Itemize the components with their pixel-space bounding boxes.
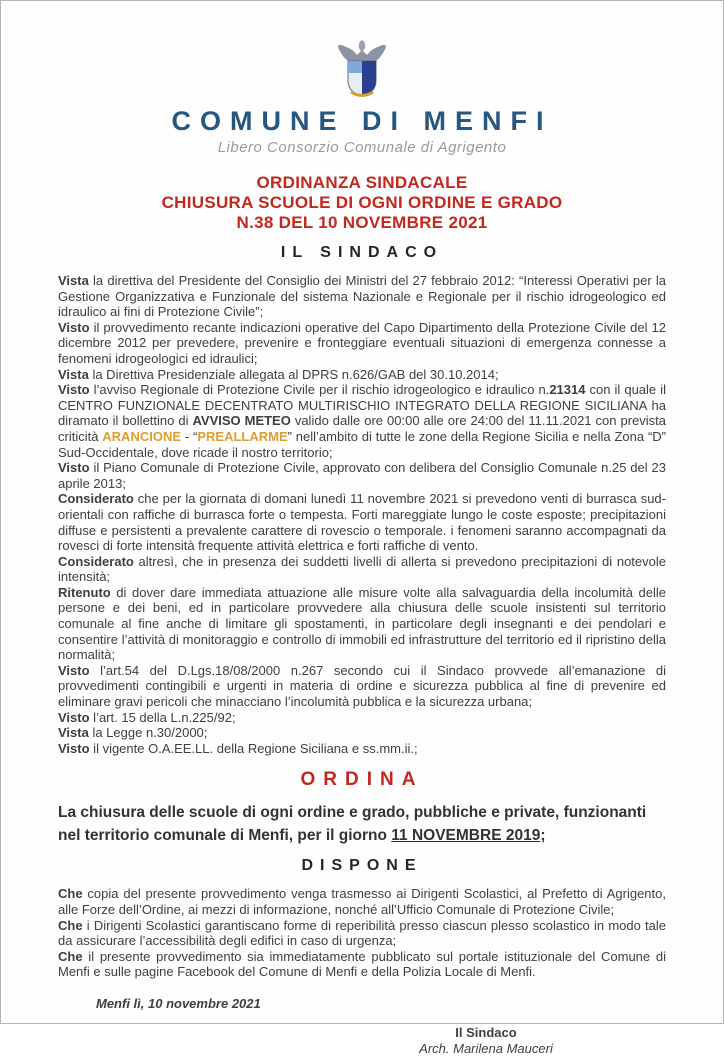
menfi-coat-of-arms-icon [331, 37, 393, 104]
premises-section [58, 273, 666, 756]
text-segment: Che [58, 917, 83, 933]
text-segment: Considerato [58, 553, 134, 569]
paragraph [58, 382, 666, 460]
document-header [58, 37, 666, 158]
text-segment: Visto [58, 740, 90, 756]
text-segment: l’avviso Regionale di Protezione Civile per il rischio idrogeologico e idraulico n. [89, 382, 550, 398]
heading-dispone: DISPONE [301, 857, 423, 875]
text-segment: il provvedimento recante indicazioni operative del Capo Dipartimento della Protezione Civile del 12 dicembre 2012 per prevedere, prevenire e fronteggiare eventuali situazioni di emergenza connesse a fenomeni idrogeologici ed idraulici; [58, 319, 666, 366]
paragraph [58, 725, 666, 741]
text-segment: di dover dare immediata attuazione alle misure volte alla salvaguardia della incolumità delle persone e dei beni, ed in particolare provvedere alla chiusura delle scuole insistenti sul territorio comunale al fine anche di limitare gli spostamenti, in particolare degli insegnanti e dei pendolari e consentire l’attività di monitoraggio e controllo di immobili ed infrastrutture del territorio ed il ripristino della normalità; [58, 584, 666, 663]
paragraph [58, 320, 666, 367]
text-segment: Vista [58, 366, 89, 382]
text-segment: La chiusura delle scuole di ogni ordine e grado, pubbliche e private, funzionanti nel territorio comunale di Menfi, per il giorno [58, 804, 647, 845]
text-segment: la Direttiva Presidenziale allegata al DPRS n.626/GAB del 30.10.2014; [88, 366, 499, 382]
paragraph [58, 554, 666, 585]
dateline: Menfi lì, 10 novembre 2021 [96, 995, 261, 1011]
signature-block [366, 1025, 606, 1057]
text-segment: Considerato [58, 491, 134, 507]
municipality-name: COMUNE DI MENFI [171, 106, 553, 136]
text-segment: AVVISO METEO [192, 413, 291, 429]
paragraph [58, 460, 666, 491]
text-segment: l’art. 15 della L.n.225/92; [89, 709, 236, 725]
text-segment: Visto [58, 460, 90, 476]
text-segment: ; [540, 827, 546, 845]
text-segment: - “ [181, 428, 198, 444]
document-footer [58, 996, 666, 1057]
municipality-subtitle: Libero Consorzio Comunale di Agrigento [217, 139, 507, 156]
paragraph [58, 741, 666, 757]
paragraph [58, 273, 666, 320]
paragraph [58, 367, 666, 383]
ordinance-title-line-2: CHIUSURA SCUOLE DI OGNI ORDINE E GRADO [161, 193, 563, 212]
text-segment: copia del presente provvedimento venga trasmesso ai Dirigenti Scolastici, al Prefetto di Agrigento, alle Forze dell’Ordine, ai mezzi di informazione, nonché all’Ufficio Comunale di Protezione Civile; [58, 886, 666, 917]
text-segment: la direttiva del Presidente del Consiglio dei Ministri del 27 febbraio 2012: “Interessi Operativi per la Gestione Organizzativa e Funzionale del sistema Nazionale e Regionale per il rischio idrogeologico ed idraulico ai fini di Protezione Civile”; [58, 273, 666, 320]
heading-il-sindaco: IL SINDACO [280, 244, 444, 261]
text-segment: PREALLARME [197, 428, 288, 444]
signature-title: Il Sindaco [455, 1024, 517, 1040]
paragraph [58, 710, 666, 726]
text-segment: 21314 [549, 382, 586, 398]
text-segment: 11 NOVEMBRE 2019 [391, 827, 541, 845]
text-segment: Ritenuto [58, 584, 111, 600]
text-segment: i Dirigenti Scolastici garantiscano forme di reperibilità presso ciascun plesso scolastico in modo tale da assicurare l’accessibilità degli edifici in caso di urgenza; [58, 917, 666, 949]
paragraph [58, 886, 666, 917]
ordinance-title-line-1: ORDINANZA SINDACALE [256, 173, 468, 192]
text-segment: Che [58, 886, 83, 902]
text-segment: altresì, che in presenza dei suddetti livelli di allerta si prevedono precipitazioni di notevole intensità; [58, 553, 666, 585]
ordina-section [58, 801, 666, 847]
text-segment: Visto [58, 382, 90, 398]
paragraph [58, 918, 666, 949]
paragraph [58, 949, 666, 980]
text-segment: Visto [58, 662, 90, 678]
text-segment: che per la giornata di domani lunedì 11 novembre 2021 si prevedono venti di burrasca sud-orientali con raffiche di burrasca forte o tempesta. Forti mareggiate lungo le coste esposte; precipitazioni diffuse e persistenti a prevalente carattere di rovescio o temporale. i fenomeni saranno accompagnati da rovesci di forte intensità frequente attività elettrica e forti raffiche di vento. [58, 491, 666, 554]
text-segment: la Legge n.30/2000; [88, 725, 208, 741]
text-segment: il Piano Comunale di Protezione Civile, approvato con delibera del Consiglio Comunale n.25 del 23 aprile 2013; [58, 460, 666, 491]
text-segment: l’art.54 del D.Lgs.18/08/2000 n.267 secondo cui il Sindaco provvede all’emanazione di provvedimenti contingibili e urgenti in materia di ordine e sicurezza pubblica al fine di prevenire ed eliminare gravi pericoli che minacciano l’incolumità pubblica e la sicurezza urbana; [58, 662, 666, 710]
text-segment: Visto [58, 709, 90, 725]
paragraph [58, 585, 666, 663]
ordinance-title-line-3: N.38 DEL 10 NOVEMBRE 2021 [236, 213, 488, 232]
text-segment: valido dalle ore 00:00 alle ore 24:00 del 11.11.2021 con prevista criticità [58, 413, 666, 444]
paragraph [58, 663, 666, 710]
text-segment: il vigente O.A.EE.LL. della Regione Siciliana e ss.mm.ii.; [89, 740, 418, 756]
ordinance-title [58, 173, 666, 233]
text-segment: con il quale il CENTRO FUNZIONALE DECENTRATO MULTIRISCHIO INTEGRATO DELLA REGIONE SICILIANA ha diramato il bollettino di [58, 382, 666, 429]
text-segment: Vista [58, 273, 89, 288]
heading-ordina: ORDINA [300, 769, 424, 791]
paragraph [58, 491, 666, 553]
text-segment: Che [58, 948, 83, 964]
signature-name: Arch. Marilena Mauceri [419, 1040, 553, 1056]
text-segment: Visto [58, 319, 90, 335]
text-segment: ARANCIONE [102, 428, 182, 444]
text-segment: il presente provvedimento sia immediatamente pubblicato sul portale istituzionale del Comune di Menfi e sulle pagine Facebook del Comune di Menfi e della Polizia Locale di Menfi. [58, 948, 666, 980]
text-segment: Vista [58, 725, 89, 741]
text-segment: ” nell’ambito di tutte le zone della Regione Sicilia e nella Zona “D” Sud-Occidentale, dove ricade il nostro territorio; [58, 428, 666, 460]
dispone-section [58, 886, 666, 980]
paragraph [58, 801, 666, 847]
